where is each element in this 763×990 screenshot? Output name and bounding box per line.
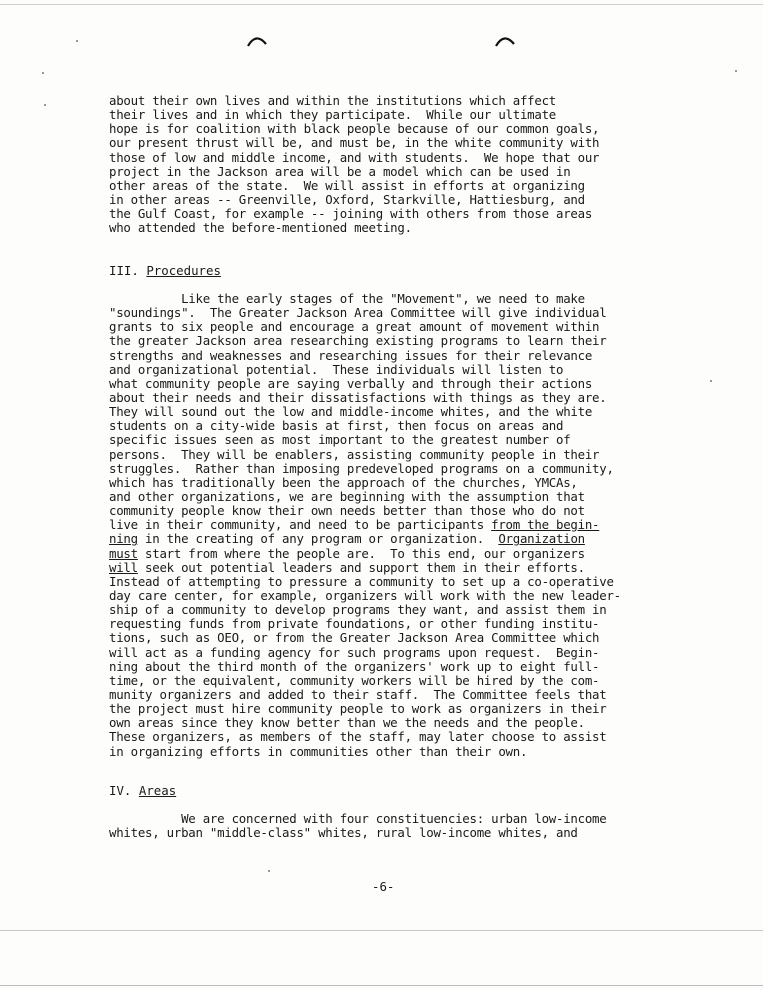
text-line: persons. They will be enablers, assisting community people in their <box>109 446 600 462</box>
text-line: community people know their own needs better than those who do not <box>109 503 585 519</box>
bottom-edge-line <box>0 930 763 931</box>
text-line: their lives and in which they participate. While our ultimate <box>109 107 557 123</box>
text-line: "soundings". The Greater Jackson Area Committee will give individual <box>109 305 607 321</box>
text-line: munity organizers and added to their staff. The Committee feels that <box>109 686 607 702</box>
text-line: ning in the creating of any program or organization. Organization <box>109 531 585 547</box>
scan-speck <box>42 72 44 74</box>
text-line: requesting funds from private foundations, or other funding institu- <box>109 616 600 632</box>
hole-punch-mark-left <box>246 34 268 48</box>
text-line: hope is for coalition with black people because of our common goals, <box>109 121 600 137</box>
text-line: in other areas -- Greenville, Oxford, Starkville, Hattiesburg, and <box>109 191 585 207</box>
text-line: project in the Jackson area will be a model which can be used in <box>109 163 571 179</box>
text-line: own areas since they know better than we the needs and the people. <box>109 715 585 731</box>
section-heading-areas <box>109 783 176 798</box>
section-number: III. <box>109 263 139 278</box>
text-line: time, or the equivalent, community workers will be hired by the com- <box>109 672 600 688</box>
hole-punch-mark-right <box>494 34 516 48</box>
text-line: struggles. Rather than imposing predeveloped programs on a community, <box>109 460 614 476</box>
text-line: They will sound out the low and middle-income whites, and the white <box>109 404 593 420</box>
scan-speck <box>76 40 78 42</box>
text-line: live in their community, and need to be participants from the begin- <box>109 517 600 533</box>
text-line: the Gulf Coast, for example -- joining with others from those areas <box>109 206 593 222</box>
text-line: who attended the before-mentioned meeting. <box>109 220 412 236</box>
areas-paragraph <box>109 812 709 840</box>
scan-speck <box>735 70 737 72</box>
top-edge-line <box>0 4 763 5</box>
text-line: students on a city-wide basis at first, then focus on areas and <box>109 418 564 434</box>
bottom-edge-line <box>0 985 763 986</box>
text-line: whites, urban "middle-class" whites, rural low-income whites, and <box>109 825 578 841</box>
text-line: strengths and weaknesses and researching issues for their relevance <box>109 347 593 363</box>
text-line: ship of a community to develop programs they want, and assist them in <box>109 602 607 618</box>
text-line: specific issues seen as most important to the greatest number of <box>109 432 571 448</box>
procedures-paragraph <box>109 292 709 759</box>
text-line: about their own lives and within the institutions which affect <box>109 93 557 108</box>
page-number: -6- <box>372 879 395 894</box>
text-line: which has traditionally been the approach of the churches, YMCAs, <box>109 474 578 490</box>
text-line: Instead of attempting to pressure a community to set up a co-operative <box>109 573 614 589</box>
text-line: other areas of the state. We will assist in efforts at organizing <box>109 177 585 193</box>
text-line: tions, such as OEO, or from the Greater Jackson Area Committee which <box>109 630 600 646</box>
scan-speck <box>710 380 712 382</box>
section-title: Areas <box>138 783 177 798</box>
text-line: and other organizations, we are beginning with the assumption that <box>109 488 585 504</box>
text-line: the project must hire community people to work as organizers in their <box>109 701 607 717</box>
text-line: our present thrust will be, and must be, in the white community with <box>109 135 600 151</box>
text-line: what community people are saying verbally and through their actions <box>109 375 593 391</box>
text-line: will seek out potential leaders and support them in their efforts. <box>109 559 585 575</box>
section-title: Procedures <box>146 263 221 278</box>
text-line: grants to six people and encourage a great amount of movement within <box>109 319 600 335</box>
section-heading-procedures <box>109 263 221 278</box>
text-line: the greater Jackson area researching existing programs to learn their <box>109 333 607 349</box>
section-number: IV. <box>109 783 132 798</box>
text-line: in organizing efforts in communities other than their own. <box>109 743 528 759</box>
scan-speck <box>44 104 46 106</box>
text-line: about their needs and their dissatisfactions with things as they are. <box>109 389 607 405</box>
text-line: We are concerned with four constituencies: urban low-income <box>109 811 607 826</box>
scan-speck <box>268 870 270 872</box>
text-line: must start from where the people are. To this end, our organizers <box>109 545 585 561</box>
text-line: will act as a funding agency for such programs upon request. Begin- <box>109 644 600 660</box>
text-line: and organizational potential. These individuals will listen to <box>109 361 564 377</box>
text-line: Like the early stages of the "Movement", we need to make <box>109 291 585 306</box>
text-line: day care center, for example, organizers will work with the new leader- <box>109 587 621 603</box>
text-line: those of low and middle income, and with students. We hope that our <box>109 149 600 165</box>
intro-paragraph <box>109 94 709 235</box>
text-line: ning about the third month of the organizers' work up to eight full- <box>109 658 600 674</box>
text-line: These organizers, as members of the staff, may later choose to assist <box>109 729 607 745</box>
